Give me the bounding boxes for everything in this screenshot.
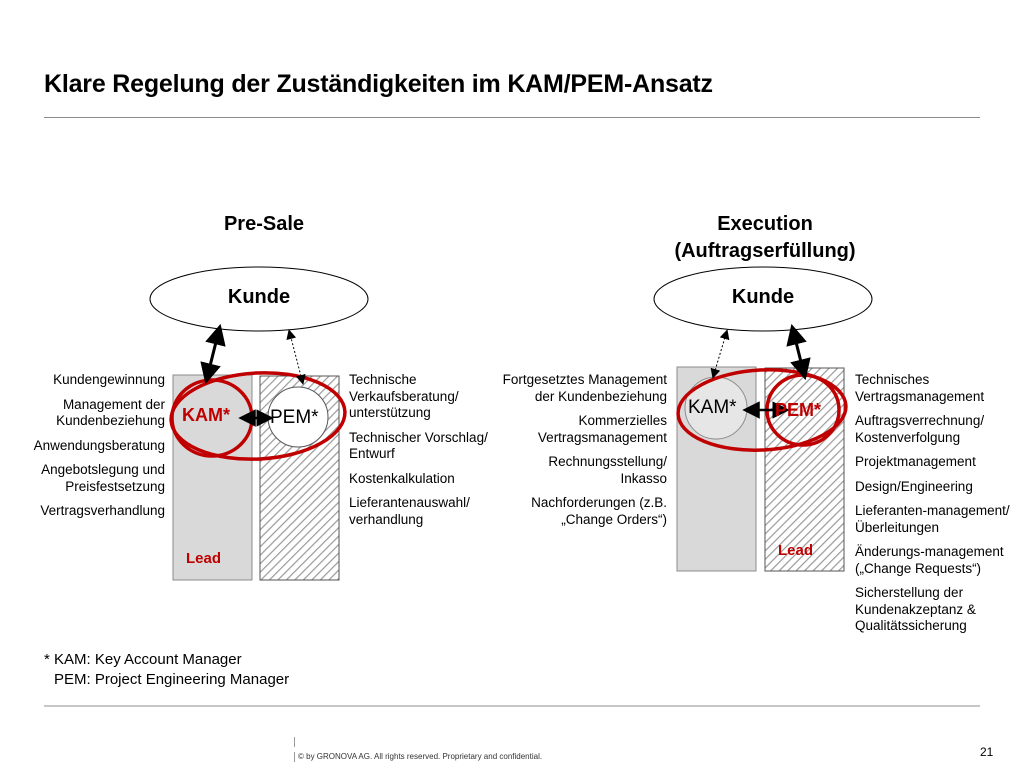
footnote-pem: PEM: Project Engineering Manager (54, 671, 290, 688)
list-item: Design/Engineering (855, 478, 973, 494)
list-item: Rechnungsstellung/ Inkasso (548, 454, 667, 486)
list-item: Kommerzielles Vertragsmanagement (537, 413, 667, 445)
execution-kam-label: KAM* (688, 397, 737, 418)
footer-copyright: © by GRONOVA AG. All rights reserved. Proprietary and confidential. (298, 752, 543, 761)
presale-kam-label: KAM* (182, 405, 230, 425)
list-item: Fortgesetztes Management der Kundenbeziehung (502, 372, 667, 404)
footer-bar (294, 737, 295, 747)
execution-pem-label: PEM* (775, 400, 822, 420)
execution-header-line2: (Auftragserfüllung) (674, 240, 856, 262)
page-title: Klare Regelung der Zuständigkeiten im KAM/PEM-Ansatz (44, 70, 713, 98)
list-item: Änderungs-management („Change Requests“) (855, 544, 1004, 576)
execution-lead-label: Lead (778, 542, 814, 559)
list-item: Kostenkalkulation (349, 470, 455, 486)
list-item: Projektmanagement (855, 454, 976, 469)
footer-bar (294, 752, 295, 762)
list-item: Auftragsverrechnung/ Kostenverfolgung (855, 413, 985, 445)
list-item: Management der Kundenbeziehung (56, 396, 165, 428)
execution-pem-box (765, 368, 844, 571)
list-item: Kundengewinnung (53, 372, 165, 387)
presale-header: Pre-Sale (223, 213, 305, 235)
list-item: Lieferanten-management/ Überleitungen (855, 503, 1010, 535)
list-item: Nachforderungen (z.B. „Change Orders“) (531, 495, 667, 527)
presale-pem-task-list (349, 372, 499, 536)
execution-pem-customer-arrow (794, 334, 803, 370)
presale-customer-label: Kunde (227, 286, 291, 308)
list-item: Technische Verkaufsberatung/ unterstützung (349, 372, 459, 420)
list-item: Technischer Vorschlag/ Entwurf (349, 429, 488, 461)
list-item: Technisches Vertragsmanagement (855, 372, 985, 404)
presale-kam-task-list (8, 372, 165, 528)
list-item: Lieferantenauswahl/ verhandlung (349, 495, 470, 527)
presale-lead-label: Lead (186, 550, 222, 567)
list-item: Angebotslegung und Preisfestsetzung (41, 462, 165, 494)
list-item: Sicherstellung der Kundenakzeptanz & Qualitätssicherung (855, 585, 976, 633)
execution-header-line1: Execution (717, 213, 813, 235)
page-number: 21 (980, 745, 994, 759)
execution-pem-task-list (855, 372, 1015, 643)
execution-customer-label: Kunde (731, 286, 795, 308)
list-item: Anwendungsberatung (33, 437, 165, 453)
list-item: Vertragsverhandlung (40, 503, 165, 518)
footnote-kam: * KAM: Key Account Manager (44, 651, 242, 668)
presale-pem-label: PEM* (270, 407, 319, 428)
presale-kam-customer-arrow (208, 334, 218, 374)
execution-kam-task-list (500, 372, 667, 536)
